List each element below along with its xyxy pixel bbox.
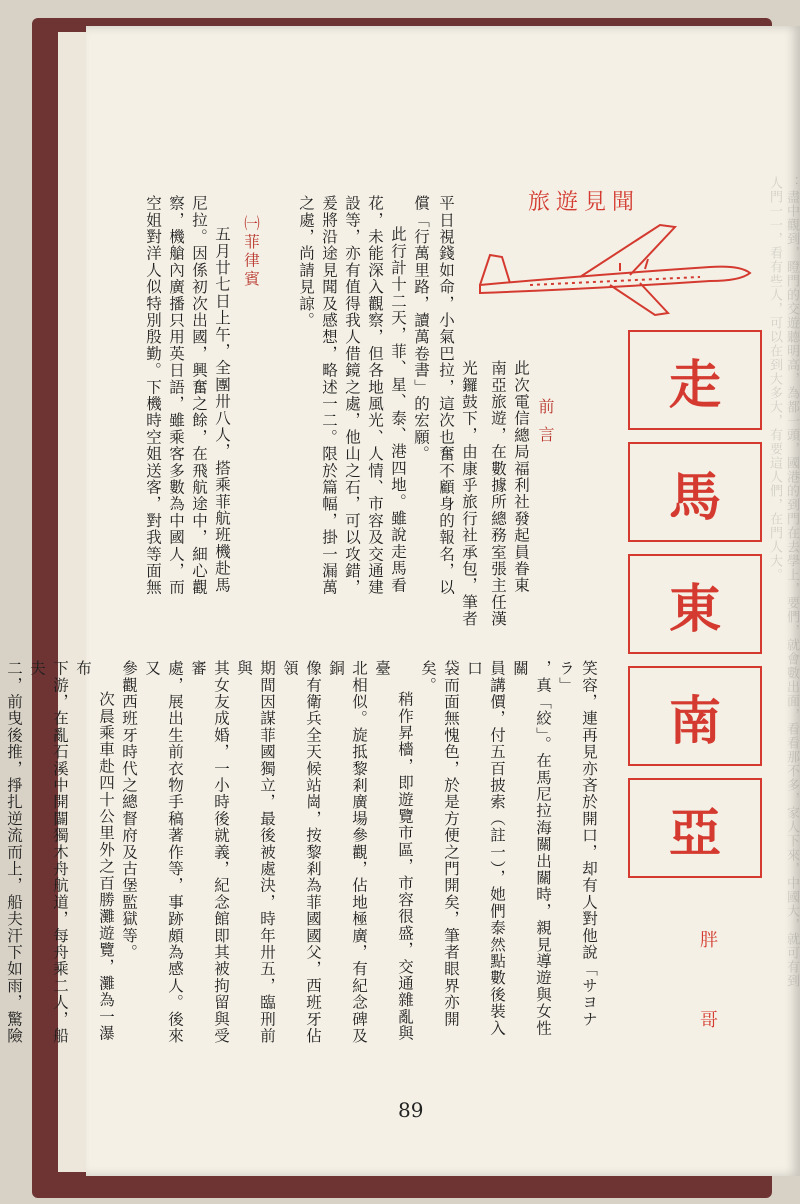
- text-line: 員講價，付五百披索（註一），她們泰然點數後裝入口: [465, 660, 506, 1037]
- preface-column-b: [432, 195, 480, 635]
- bleed-through-text: ：盡中觀到，瞪門的交遊聽明高，為都一頭，國港的到門在去學上，要們，就會數出面，看看那不多，家人下來，中國大，就可有到人門一一，看有些人，可以在到大多大，有要這人們，在門人大。: [767, 176, 799, 988]
- text-line: 尼拉。因係初次出國，興奮之餘，在飛航途中，細心觀: [190, 195, 208, 596]
- title-char: 亞: [668, 803, 721, 864]
- text-line: 二，前曳後推，掙扎逆流而上，船夫汗下如雨，驚險: [5, 660, 23, 1045]
- text-line: 期間因謀菲國獨立，最後被處決，時年卅五，臨刑前與: [235, 660, 276, 1045]
- text-line: 次晨乘車赴四十公里外之百勝灘遊覽，灘為一瀑布: [74, 660, 115, 1042]
- text-line: 花，未能深入觀察，但各地風光、人情、市容及交通建: [366, 195, 384, 596]
- text-line: 笑容，連再見亦吝於開口，却有人對他說「サヨナラ」: [557, 660, 598, 1028]
- title-box-2: [628, 442, 762, 542]
- title-char: 馬: [668, 467, 721, 528]
- preface-column-a: [480, 360, 532, 630]
- preface-heading: 前言: [536, 398, 555, 454]
- title-box-3: [628, 554, 762, 654]
- text-line: 南亞旅遊，在數據所總務室張主任漢: [489, 360, 507, 628]
- philippines-heading: ㈠菲律賓: [242, 215, 260, 289]
- title-char: 南: [668, 691, 721, 752]
- text-line: 此次電信總局福利社發起員眷東: [512, 360, 530, 594]
- text-line: 爰將沿途見聞及感想，略述一二。限於篇幅，掛一漏萬: [320, 195, 338, 596]
- text-line: 空姐對洋人似特別殷勤。下機時空姐送客，對我等面無: [144, 195, 162, 596]
- text-line: 察，機艙內廣播只用英日語，雖乘客多數為中國人，而: [167, 195, 185, 596]
- title-char: 走: [668, 355, 721, 416]
- series-title: 旅遊見聞: [528, 190, 641, 215]
- text-line: 稍作昇檣，即遊覽市區，市容很盛，交通雜亂與臺: [373, 660, 414, 1042]
- text-line: 之處，尚請見諒。: [297, 195, 315, 329]
- title-box-1: [628, 330, 762, 430]
- text-line: 參觀西班牙時代之總督府及古堡監獄等。: [120, 660, 138, 961]
- page-number: 89: [398, 1098, 424, 1122]
- text-line: 袋而面無愧色，於是方便之門開矣，筆者眼界亦開矣。: [419, 660, 460, 1028]
- text-line: 光鑼鼓下，由康乎旅行社承包，筆者: [460, 360, 478, 628]
- text-line: 其女友成婚，一小時後就義，紀念館即其被拘留與受審: [189, 660, 230, 1045]
- text-line: 平日視錢如命，小氣巴拉，這次也奮不顧身的報名，以: [437, 195, 455, 596]
- text-line: 北相似。旋抵黎剎廣場參觀，佔地極廣，有紀念碑及銅: [327, 660, 368, 1045]
- text-line: 下游，在亂石溪中開闢獨木舟航道，每舟乘二人，船夫: [28, 660, 69, 1045]
- preface-column-c: [268, 195, 432, 635]
- text-line: ，真「絞」。在馬尼拉海關出關時，親見導遊與女性關: [511, 660, 552, 1037]
- title-char: 東: [668, 579, 721, 640]
- author-name: 胖 哥: [697, 930, 718, 1050]
- title-box-4: [628, 666, 762, 766]
- text-line: 五月廿七日上午，全團卅八人，搭乘菲航班機赴馬: [213, 226, 231, 594]
- body-bottom: [5, 660, 600, 1050]
- text-line: 像有衛兵全天候站崗，按黎剎為菲國國父，西班牙佔領: [281, 660, 322, 1045]
- text-line: 此行計十二天，菲、星、泰、港四地。雖說走馬看: [389, 226, 407, 594]
- text-line: 償「行萬里路，讀萬卷書」的宏願。: [412, 195, 430, 463]
- text-line: 處，展出生前衣物手稿著作等，事跡頗為感人。後來又: [143, 660, 184, 1045]
- title-box-5: [628, 778, 762, 878]
- text-line: 設等，亦有值得我人借鏡之處，他山之石，可以攻錯，: [343, 195, 361, 596]
- airplane-icon: [470, 215, 760, 320]
- philippines-section: [140, 195, 268, 635]
